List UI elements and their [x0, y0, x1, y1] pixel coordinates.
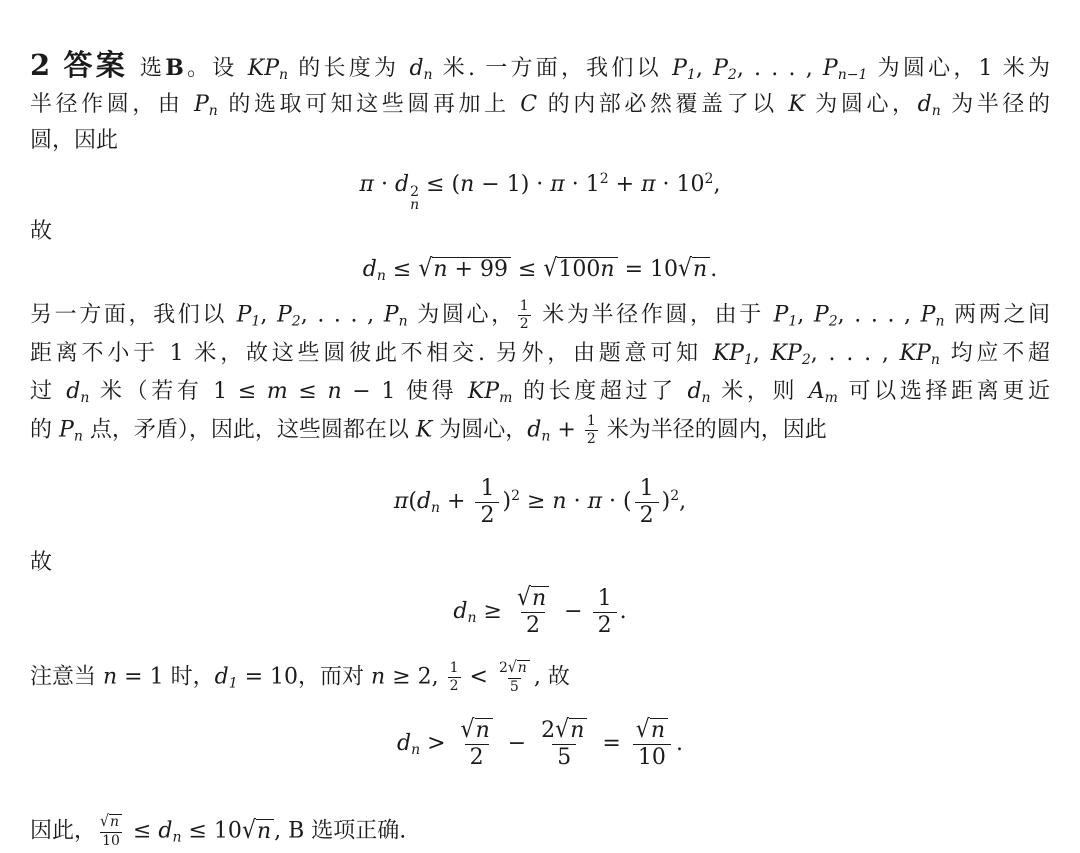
paragraph3-line1: [30, 660, 1050, 698]
text-run: 2: [498, 660, 508, 676]
paragraph2-line3: [30, 376, 1050, 414]
fraction-numerator: [593, 586, 617, 612]
math-variable: KP: [712, 340, 744, 366]
text-run: 100: [558, 257, 601, 282]
math-variable: A: [808, 378, 825, 404]
connector-word-gu-1: 故: [30, 219, 53, 244]
math-variable: d: [409, 56, 424, 81]
text-run: 米（若有 1 ≤: [89, 378, 267, 404]
display-formula-dn-final-bound: [30, 714, 1050, 780]
math-variable: n: [327, 378, 342, 404]
fraction-numerator: [518, 299, 531, 315]
text-run: ≤ (: [419, 172, 461, 197]
text-run: = 10: [617, 257, 678, 282]
fraction-denominator: [635, 502, 659, 529]
text-run: ·: [566, 489, 588, 514]
math-subscript: n: [701, 389, 711, 406]
radical-sign-icon: √: [543, 254, 558, 283]
fraction-denominator: [100, 832, 122, 849]
text-run: , . . . ,: [837, 302, 921, 328]
text-run: 为圆心，: [407, 302, 516, 328]
text-run: 10: [102, 833, 120, 849]
math-superscript: 2: [599, 171, 609, 187]
text-run: −: [557, 599, 590, 624]
text-run: 距离不小于 1 米，故这些圆彼此不相交. 另外，由题意可知: [30, 340, 713, 366]
radicand: [256, 819, 274, 845]
radical-sign-icon: √: [460, 715, 475, 744]
math-variable: KP: [770, 340, 802, 366]
math-fraction: [98, 814, 124, 849]
math-subscript: n: [80, 389, 90, 406]
radicand: [531, 586, 549, 612]
text-run: 2: [639, 502, 654, 528]
text-run: 米. 一方面，我们以: [432, 56, 673, 81]
math-subscript: 2: [828, 313, 838, 330]
math-variable: d: [158, 818, 173, 844]
math-variable: n: [531, 585, 547, 611]
math-variable: P: [672, 56, 687, 81]
radicand: [557, 257, 617, 283]
square-root: [543, 254, 617, 283]
paragraph2-line1: [30, 299, 1050, 338]
math-variable: d: [527, 417, 542, 442]
text-run: 米为半径作圆，由于: [532, 302, 774, 328]
fraction-denominator: [593, 612, 617, 639]
text-run: =: [595, 731, 628, 757]
math-fraction: [635, 476, 659, 529]
math-subscript: m: [499, 389, 513, 406]
math-superscript: 2: [511, 488, 520, 504]
math-subscript: 2: [727, 67, 737, 83]
math-fraction: [518, 299, 531, 332]
fraction-numerator: [536, 715, 592, 744]
text-run: ,: [260, 302, 277, 328]
fraction-denominator: [521, 612, 545, 639]
square-root: [516, 583, 549, 612]
radicand: [692, 257, 710, 283]
text-run: , . . . ,: [300, 302, 384, 328]
text-run: 1: [639, 475, 654, 501]
math-variable: n: [460, 172, 475, 197]
text-run: ): [661, 489, 671, 514]
math-variable: KP: [467, 378, 500, 404]
radical-sign-icon: √: [507, 658, 517, 677]
math-variable: P: [59, 417, 74, 442]
text-run: + 99: [447, 257, 508, 282]
math-fraction: [475, 476, 499, 529]
math-subscript: n: [930, 351, 940, 368]
fraction-numerator: [98, 814, 124, 832]
text-run: 可以选择距离更近: [837, 378, 1050, 404]
math-fraction: [448, 661, 461, 694]
radical-sign-icon: √: [418, 254, 433, 283]
text-run: 1: [597, 585, 612, 611]
radicand: [650, 718, 668, 744]
math-variable: P: [383, 302, 399, 328]
math-subscript: n: [73, 428, 83, 444]
math-variable: d: [453, 599, 468, 624]
math-variable: d: [397, 731, 412, 757]
fraction-denominator: [465, 744, 489, 771]
text-run: 2: [586, 430, 596, 447]
display-formula-area-lower-bound: [30, 466, 1050, 538]
text-run: ,: [797, 302, 814, 328]
math-superscript: 2: [410, 184, 419, 200]
fraction-numerator: [512, 583, 554, 612]
radical-sign-icon: √: [635, 715, 650, 744]
math-subscript: n: [279, 67, 289, 83]
display-formula-dn-upper-bound: [30, 251, 1050, 295]
text-run: 均应不超: [939, 340, 1050, 366]
text-run: ): [502, 489, 512, 514]
math-variable: P: [773, 302, 789, 328]
math-subscript: n: [398, 313, 408, 330]
math-subscript: n: [376, 268, 386, 284]
square-root: [678, 254, 710, 283]
math-variable: π: [550, 172, 565, 197]
math-subscript: n: [467, 610, 477, 626]
fraction-denominator: [585, 430, 598, 447]
radicand: [475, 718, 493, 744]
math-subscript: n: [411, 742, 421, 759]
text-run: +: [608, 172, 642, 197]
text-run: , . . . ,: [736, 56, 823, 81]
text-run: · (: [602, 489, 632, 514]
math-fraction: [456, 715, 498, 771]
text-run: 半径作圆，由: [30, 92, 194, 117]
text-run: 的: [30, 417, 59, 442]
math-subscript: 1: [251, 313, 261, 330]
text-run: 5: [509, 678, 519, 695]
math-subscript: n: [410, 197, 420, 213]
text-run: .: [710, 257, 718, 282]
radicand: [109, 814, 122, 831]
fraction-numerator: [448, 661, 461, 677]
text-run: 点，矛盾），因此，这些圆都在以: [82, 417, 416, 442]
text-run: .: [676, 731, 683, 757]
math-variable: KP: [899, 340, 931, 366]
text-run: 米，则: [710, 378, 809, 404]
math-fraction: [631, 715, 673, 771]
math-variable: m: [266, 378, 288, 404]
display-formula-dn-lower-bound: [30, 582, 1050, 648]
text-run: <: [462, 664, 495, 690]
math-variable: n: [109, 814, 119, 831]
math-fraction: [593, 586, 617, 639]
text-run: 1: [449, 659, 459, 676]
conclusion-line: [30, 814, 1050, 852]
fraction-numerator: [456, 715, 498, 744]
math-variable: K: [788, 92, 805, 117]
text-run: 1: [519, 298, 529, 314]
text-run: ≥: [476, 599, 509, 624]
text-run: ≤: [287, 378, 328, 404]
section-heading: 2 答案: [30, 48, 128, 82]
fraction-denominator: [475, 502, 499, 529]
math-variable: n: [693, 257, 708, 282]
text-run: 选: [139, 56, 166, 81]
text-run: 。设: [183, 56, 248, 81]
paragraph2-line4: [30, 414, 1050, 453]
fraction-numerator: [585, 414, 598, 430]
math-variable: P: [276, 302, 292, 328]
square-root: [635, 715, 668, 744]
math-subscript: n: [423, 67, 433, 83]
fraction-numerator: [635, 476, 659, 502]
math-subscript: n: [172, 829, 182, 846]
math-variable: π: [587, 489, 603, 514]
math-subscript: 1: [686, 67, 696, 83]
math-fraction: [512, 583, 554, 639]
text-run: ,: [679, 489, 687, 514]
math-subscript: n: [541, 428, 551, 444]
radical-sign-icon: √: [241, 816, 256, 845]
math-variable: d: [416, 489, 432, 514]
math-variable: n: [475, 717, 490, 743]
math-variable: n: [256, 818, 272, 844]
text-run: 1: [480, 475, 495, 501]
text-run: 为圆心，: [804, 92, 918, 117]
radical-sign-icon: √: [678, 254, 693, 283]
text-run: 过: [30, 378, 67, 404]
text-run: 2: [469, 744, 484, 770]
math-variable: d: [687, 378, 702, 404]
text-run: ,: [713, 172, 721, 197]
text-run: +: [550, 417, 583, 442]
math-variable: n: [600, 257, 615, 282]
math-variable: P: [193, 92, 209, 117]
text-run: −: [500, 731, 534, 757]
bold-text: B: [165, 55, 184, 81]
fraction-denominator: [448, 677, 461, 694]
text-run: ,: [752, 340, 771, 366]
math-variable: n: [433, 257, 448, 282]
math-variable: n: [103, 664, 118, 690]
square-root: [100, 814, 122, 830]
text-run: 米为半径的圆内，因此: [599, 417, 827, 442]
text-run: = 1 时，: [117, 664, 215, 690]
math-superscript: 2: [670, 488, 680, 504]
text-run: · 1: [564, 172, 600, 197]
math-subscript: n: [931, 103, 941, 119]
radical-sign-icon: √: [100, 812, 109, 831]
text-run: 2: [597, 612, 612, 638]
text-run: 为圆心，1 米为: [867, 56, 1051, 81]
radicand: [517, 660, 530, 677]
text-run: (: [408, 489, 417, 514]
math-variable: n: [517, 660, 527, 676]
text-run: ,: [695, 56, 714, 81]
text-run: ≤: [385, 257, 419, 282]
math-subscript: n: [935, 313, 945, 330]
display-formula-area-upper-bound: [30, 162, 1050, 211]
text-run: 10: [637, 744, 666, 770]
text-run: 2: [541, 717, 556, 743]
text-run: 的选取可知这些圆再加上: [217, 92, 521, 117]
fraction-numerator: [475, 476, 499, 502]
math-subscript: m: [824, 389, 838, 406]
fraction-numerator: [631, 715, 673, 744]
text-run: , B 选项正确.: [274, 818, 407, 844]
text-run: 的长度为: [288, 56, 410, 81]
text-run: · 10: [655, 172, 705, 197]
text-run: 因此，: [30, 818, 97, 844]
text-run: ≤ 10: [181, 818, 242, 844]
text-run: − 1 使得: [341, 378, 468, 404]
text-run: 注意当: [30, 664, 103, 690]
text-run: ≥: [520, 489, 553, 514]
math-variable: P: [713, 56, 728, 81]
text-run: − 1) ·: [474, 172, 551, 197]
math-variable: π: [359, 172, 374, 197]
text-run: 5: [557, 744, 572, 770]
math-subscript: 1: [743, 351, 753, 368]
paragraph1-line1: [30, 50, 1050, 90]
fraction-denominator: [518, 315, 531, 332]
square-root: [418, 254, 511, 283]
math-subscript: 1: [228, 675, 238, 692]
fraction-denominator: [508, 678, 521, 695]
radical-sign-icon: √: [516, 583, 531, 612]
fraction-denominator: [552, 744, 576, 771]
math-variable: d: [362, 257, 377, 282]
text-run: 为半径的: [940, 92, 1050, 117]
math-variable: π: [641, 172, 656, 197]
math-subscript: n: [208, 103, 218, 119]
text-run: 另一方面，我们以: [30, 302, 237, 328]
math-fraction: [585, 414, 598, 447]
fraction-denominator: [633, 744, 671, 771]
math-variable: P: [236, 302, 252, 328]
math-supsub: [410, 186, 419, 211]
text-run: 圆，因此: [30, 128, 119, 153]
math-variable: n: [650, 717, 665, 743]
fraction-numerator: [497, 660, 532, 678]
connector-word-gu-2: 故: [30, 550, 53, 575]
math-fraction: [497, 660, 532, 695]
text-run: 两两之间: [944, 302, 1051, 328]
math-variable: d: [66, 378, 81, 404]
math-variable: K: [415, 417, 433, 442]
paragraph2-line2: [30, 338, 1050, 376]
paragraph1-line2: [30, 90, 1050, 126]
math-fraction: [536, 715, 592, 771]
radical-sign-icon: √: [555, 715, 570, 744]
radicand: [432, 257, 511, 283]
text-run: 2: [449, 677, 459, 694]
math-variable: n: [570, 717, 585, 743]
square-root: [460, 715, 493, 744]
text-run: = 10，而对: [237, 664, 372, 690]
text-run: , . . . ,: [810, 340, 900, 366]
math-subscript: 1: [788, 313, 798, 330]
math-variable: C: [520, 92, 538, 117]
math-variable: P: [813, 302, 829, 328]
math-variable: P: [920, 302, 936, 328]
math-variable: P: [822, 56, 838, 81]
text-run: 2: [519, 316, 529, 332]
math-subscript: n−1: [837, 67, 868, 83]
radicand: [569, 718, 587, 744]
paragraph1-line3: [30, 126, 1050, 156]
math-variable: d: [917, 92, 932, 117]
text-run: 1: [586, 412, 596, 429]
math-variable: d: [214, 664, 229, 690]
math-subscript: n: [431, 500, 441, 516]
text-run: 的长度超过了: [512, 378, 688, 404]
text-run: ·: [374, 172, 395, 197]
text-run: , 故: [533, 664, 570, 690]
square-root: [555, 715, 587, 744]
text-run: +: [440, 489, 473, 514]
text-run: 2: [480, 502, 495, 528]
text-run: ≤: [125, 818, 159, 844]
math-subscript: 2: [801, 351, 811, 368]
text-run: .: [619, 599, 627, 624]
text-run: 2: [526, 612, 541, 638]
text-run: 为圆心，: [432, 417, 528, 442]
text-run: ≥ 2,: [385, 664, 446, 690]
text-run: 的内部必然覆盖了以: [537, 92, 789, 117]
math-subscript: 2: [291, 313, 301, 330]
math-variable: KP: [247, 56, 280, 81]
text-run: ≤: [510, 257, 544, 282]
math-variable: d: [394, 172, 410, 197]
math-variable: n: [552, 489, 567, 514]
math-superscript: 2: [704, 171, 714, 187]
text-run: >: [420, 731, 453, 757]
math-variable: n: [371, 664, 386, 690]
square-root: [508, 660, 530, 676]
math-variable: π: [393, 489, 409, 514]
square-root: [241, 816, 274, 845]
